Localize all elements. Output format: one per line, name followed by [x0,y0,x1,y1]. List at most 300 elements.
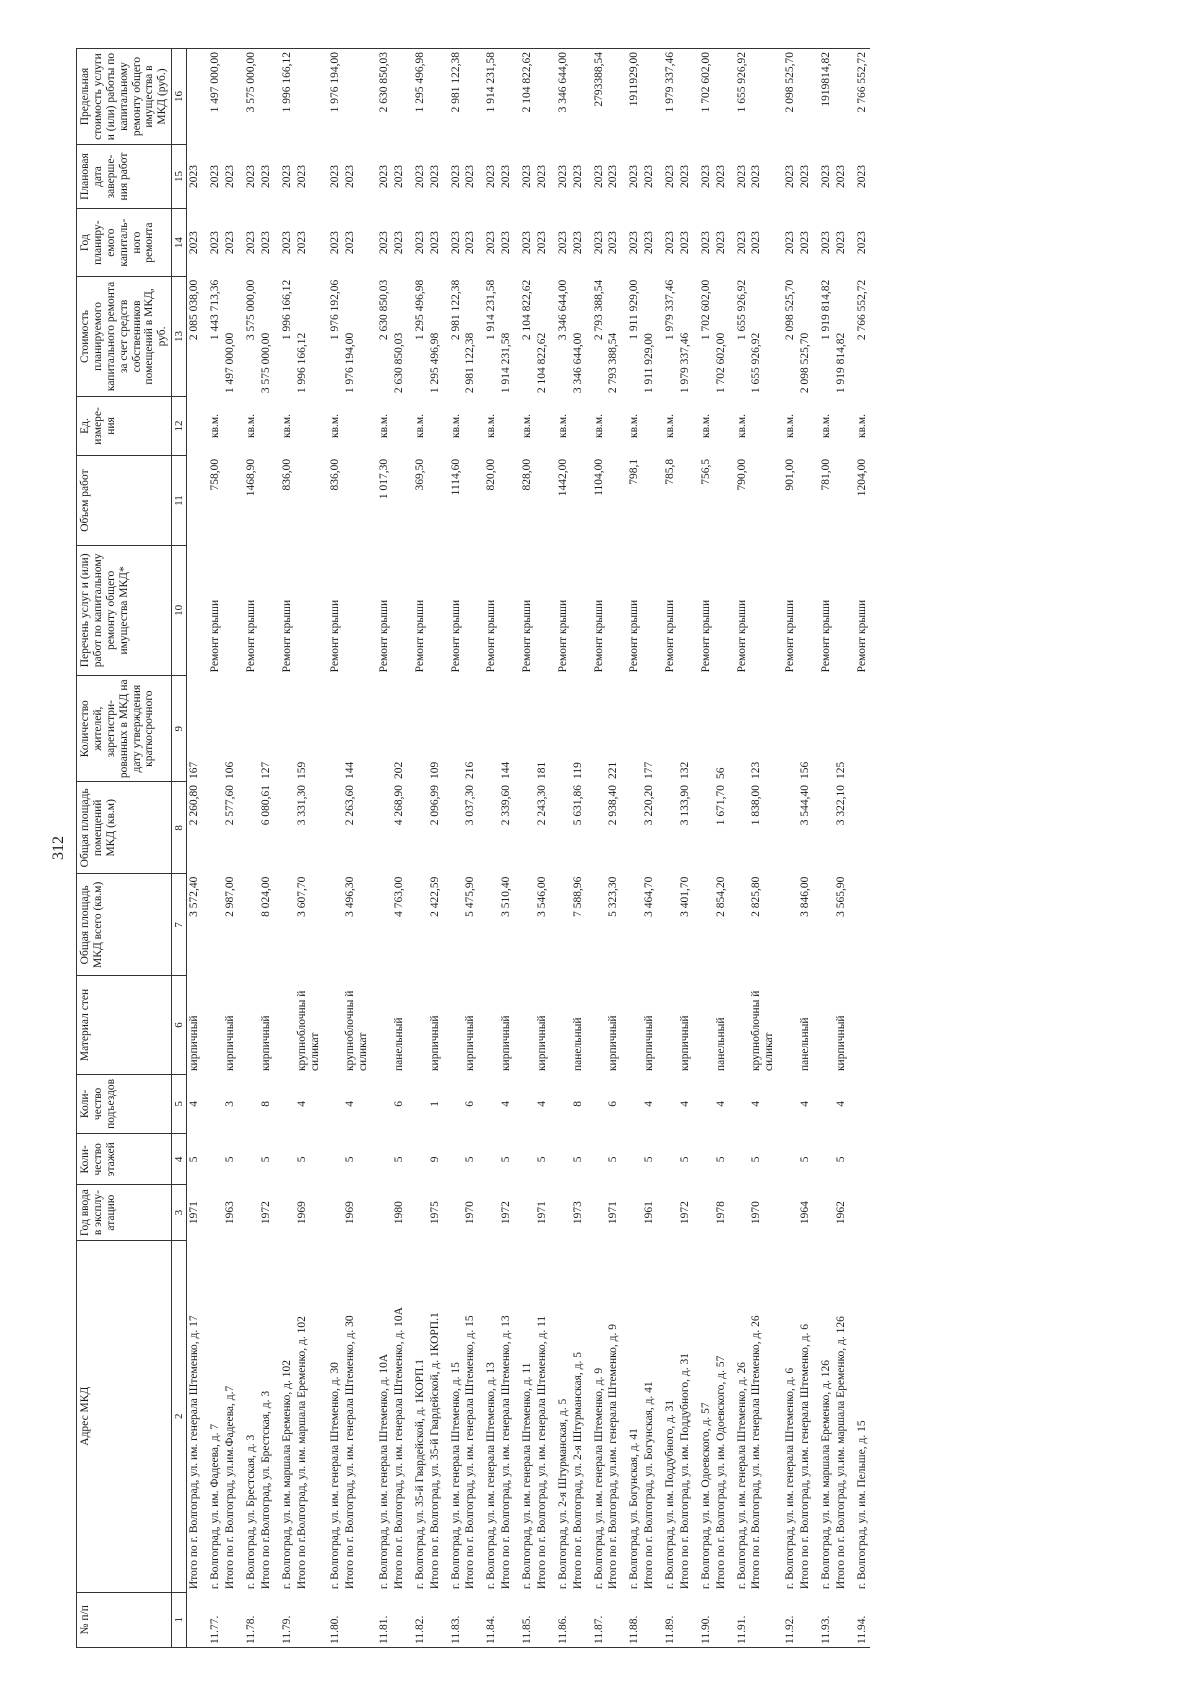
limit-cost: 1 295 496,98 [410,49,428,145]
table-cell [696,874,714,976]
table-cell [589,1134,607,1185]
table-cell: 1961 [643,1201,656,1225]
table-cell [223,49,241,145]
table-cell: 2023 [449,231,462,255]
cost-total: 1 295 496,98 [428,332,441,394]
table-cell: 221 [607,761,620,779]
table-cell [392,456,410,546]
table-cell: панельный [571,1017,584,1072]
table-cell [259,49,277,145]
table-cell: 2023 [571,165,584,189]
table-cell [392,1592,410,1647]
table-cell: 3 510,40 [500,876,513,917]
table-cell [223,396,241,456]
column-header: Год ввода в эксплу-атацию [77,1185,172,1240]
table-cell: 7 588,96 [571,876,584,917]
table-cell: панельный [392,1017,405,1072]
work-type: Ремонт крыши [449,599,462,673]
total-row [187,49,205,1648]
cost: 2 098 525,70 [784,279,797,341]
table-cell: 2023 [819,231,832,255]
table-cell: 6 [464,1101,477,1107]
table-cell: 3 464,70 [643,876,656,917]
address: г. Волгоград, ул. им. Поддубного, д. 31 [664,1399,677,1590]
table-cell [277,976,295,1074]
table-cell: 2023 [664,165,677,189]
column-header: Количество жителей, зарегистри-рованных в МКД на дату утверждения краткосрочного [77,675,172,782]
table-cell [732,874,750,976]
table-cell [325,874,343,976]
table-cell: 3 846,00 [799,876,812,917]
total-row [678,49,696,1648]
table-cell [295,396,326,456]
table-cell: кирпичный [535,1015,548,1072]
table-cell [798,545,816,675]
table-cell: 125 [834,761,847,779]
table-cell [660,976,678,1074]
table-cell: 167 [188,761,201,779]
table-cell: кирпичный [428,1015,441,1072]
table-row [325,49,343,1648]
table-cell [732,1074,750,1134]
table-cell [589,675,607,782]
table-cell [624,782,642,874]
work-volume: 369,50 [413,458,426,491]
table-cell: 177 [643,761,656,779]
cost-total: 1 911 929,00 [643,333,656,394]
table-cell: 2023 [750,165,763,189]
cost: 3 575 000,00 [245,279,258,341]
row-number: 11.93. [816,1592,834,1647]
work-type: Ремонт крыши [485,599,498,673]
work-type: Ремонт крыши [735,599,748,673]
total-address: Итого по г. Волгоград, ул. им. Поддубного, д. 31 [678,1353,691,1590]
table-row [410,49,428,1648]
column-number: 8 [172,782,187,874]
work-volume: 790,00 [735,458,748,491]
table-cell [205,874,223,976]
table-cell [535,456,553,546]
limit-cost: 2 981 122,38 [446,49,464,145]
limit-cost: 2 630 850,03 [374,49,392,145]
table-cell: 2023 [188,231,201,255]
column-number: 16 [172,49,187,145]
table-cell [205,675,223,782]
table-cell: 2023 [344,165,357,189]
table-cell [678,49,696,145]
table-cell [410,1185,428,1240]
total-row [535,49,553,1648]
table-cell: 2023 [678,165,691,189]
work-type: Ремонт крыши [592,599,605,673]
table-cell: 5 [571,1156,584,1163]
column-number-row [172,49,187,1648]
cost: 1 996 166,12 [280,279,293,341]
table-cell: 2 422,59 [428,876,441,917]
table-cell: 5 475,90 [464,876,477,917]
table-cell: 1971 [535,1201,548,1225]
table-cell [696,675,714,782]
table-cell: 2023 [428,165,441,189]
column-number: 13 [172,277,187,396]
column-number: 11 [172,456,187,546]
header-row [77,49,172,1648]
table-cell: 1972 [259,1201,272,1225]
column-number: 2 [172,1240,187,1592]
work-volume: 836,00 [329,458,342,491]
table-cell: 4 [678,1101,691,1107]
cost: 3 346 644,00 [556,279,569,341]
total-address: Итого по г. Волгоград, ул.им. генерала Штеменко, д. 6 [799,1324,812,1590]
table-cell [553,1074,571,1134]
work-volume: 756,5 [699,458,712,485]
table-cell [241,976,259,1074]
table-cell: кирпичный [834,1015,847,1072]
table-cell [259,1592,277,1647]
work-volume: 1442,00 [556,458,569,497]
table-cell [642,396,660,456]
table-cell: 3 544,40 [799,784,812,826]
table-cell [259,456,277,546]
unit: кв.м. [329,413,342,438]
table-cell: 106 [224,761,237,779]
table-cell: 1971 [188,1201,201,1225]
cost-total: 2 793 388,54 [607,332,620,394]
table-cell [374,1074,392,1134]
cost-total: 1 914 231,58 [500,332,513,394]
table-cell: 56 [714,767,727,779]
table-cell [392,545,410,675]
table-cell: 2023 [855,165,868,189]
table-cell: 1975 [428,1201,441,1225]
table-cell: 2023 [607,165,620,189]
total-row [714,49,732,1648]
table-cell [553,874,571,976]
table-cell [205,1134,223,1185]
address: г. Волгоград, ул. им. Одоевского, д. 57 [699,1402,712,1590]
cost: 2 766 552,72 [855,279,868,341]
limit-cost: 2793388,54 [589,49,607,145]
total-row [259,49,277,1648]
table-cell [295,1592,326,1647]
table-cell: 2023 [699,231,712,255]
cost: 2 104 822,62 [521,279,534,341]
table-cell [428,1592,446,1647]
cost-total: 2 104 822,62 [535,332,548,394]
table-cell [696,1134,714,1185]
table-cell: 1980 [392,1201,405,1225]
table-cell [816,1134,834,1185]
work-type: Ремонт крыши [784,599,797,673]
column-header: Коли-чество этажей [77,1134,172,1185]
table-cell: 3 331,30 [295,784,308,826]
table-cell: 2023 [500,231,513,255]
table-cell: 1 838,00 [750,784,763,826]
table-cell [428,49,446,145]
repair-program-table [76,48,870,1648]
table-cell [732,782,750,874]
table-cell [714,396,732,456]
table-cell [277,675,295,782]
table-cell [259,545,277,675]
table-cell: 2023 [643,231,656,255]
table-cell: 4 763,00 [392,876,405,917]
table-cell: 5 [678,1156,691,1163]
table-cell [428,456,446,546]
table-cell: 2023 [521,165,534,189]
total-row [428,49,446,1648]
table-cell: 2023 [714,231,727,255]
table-row [816,49,834,1648]
row-number: 11.88. [624,1592,642,1647]
table-cell [816,976,834,1074]
table-cell [481,675,499,782]
table-cell [696,1074,714,1134]
table-cell [325,782,343,874]
unit: кв.м. [280,413,293,438]
total-address: Итого по г. Волгоград, ул. им. генерала Штеменко, д. 11 [535,1315,548,1590]
table-cell: 5 [535,1156,548,1163]
cost: 1 914 231,58 [485,279,498,341]
table-row [852,49,870,1648]
table-cell: 2023 [378,165,391,189]
column-number: 15 [172,145,187,209]
limit-cost: 1 655 926,92 [732,49,750,145]
total-row [749,49,780,1648]
table-cell [571,456,589,546]
table-cell: кирпичный [643,1015,656,1072]
table-cell: 2 825,80 [750,876,763,917]
table-cell: 8 [259,1101,272,1107]
table-cell: 1963 [224,1201,237,1225]
table-cell: 2023 [449,165,462,189]
table-cell [446,675,464,782]
table-cell [589,976,607,1074]
table-row [780,49,798,1648]
table-cell [816,675,834,782]
row-number: 11.94. [852,1592,870,1647]
table-cell: 4 [834,1101,847,1107]
column-number: 6 [172,976,187,1074]
table-cell: 2023 [799,231,812,255]
table-cell [517,976,535,1074]
work-type: Ремонт крыши [245,599,258,673]
table-cell: 2 987,00 [224,876,237,917]
table-cell: 181 [535,761,548,779]
table-cell: 2 096,99 [428,784,441,826]
limit-cost: 1919814,82 [816,49,834,145]
table-row [660,49,678,1648]
column-number: 3 [172,1185,187,1240]
cost-total: 3 575 000,00 [259,332,272,394]
table-cell [816,874,834,976]
unit: кв.м. [855,413,868,438]
table-cell [535,396,553,456]
table-cell: 2023 [259,231,272,255]
table-cell [571,49,589,145]
limit-cost: 3 575 000,00 [241,49,259,145]
table-cell [446,1134,464,1185]
work-volume: 828,00 [521,458,534,491]
row-number: 11.92. [780,1592,798,1647]
table-cell: 2023 [224,231,237,255]
table-cell: 2 243,30 [535,784,548,826]
address: г. Волгоград, ул. им. маршала Еременко, д. 126 [819,1360,832,1590]
work-volume: 785,8 [664,458,677,485]
column-number: 9 [172,675,187,782]
table-cell: 2023 [799,165,812,189]
table-cell [749,545,780,675]
total-address: Итого по г. Волгоград, ул. 2-я Штурманская, д. 5 [571,1352,584,1590]
table-cell: 2023 [392,165,405,189]
table-cell: 5 [392,1156,405,1163]
table-cell [780,976,798,1074]
table-cell [535,49,553,145]
table-cell [481,1134,499,1185]
column-number: 7 [172,874,187,976]
table-cell [481,1185,499,1240]
cost-total: 1 979 337,46 [678,332,691,394]
column-header: Плановая дата заверше-ния работ [77,145,172,209]
column-number: 1 [172,1592,187,1647]
unit: кв.м. [378,413,391,438]
unit: кв.м. [449,413,462,438]
table-cell [259,396,277,456]
table-cell [187,456,205,546]
cost-total: 1 996 166,12 [295,332,308,394]
row-number: 11.86. [553,1592,571,1647]
table-cell: 2023 [295,165,308,189]
table-cell [749,456,780,546]
table-cell: 4 [799,1101,812,1107]
table-cell [660,675,678,782]
table-cell [816,782,834,874]
table-cell [589,1185,607,1240]
table-cell: 5 [607,1156,620,1163]
table-cell [446,976,464,1074]
table-cell: 5 [295,1156,308,1163]
column-header: Ед. измере-ния [77,396,172,456]
table-cell: 6 [607,1101,620,1107]
table-cell: 2 938,40 [607,784,620,826]
work-volume: 781,00 [819,458,832,491]
table-cell [392,49,410,145]
address: г. Волгоград, ул. Богунская, д. 41 [628,1428,641,1590]
row-number: 11.79. [277,1592,295,1647]
work-type: Ремонт крыши [329,599,342,673]
table-cell: 144 [500,761,513,779]
limit-cost: 1 979 337,46 [660,49,678,145]
table-cell: 123 [750,761,763,779]
table-cell: 2023 [664,231,677,255]
table-cell: 2023 [784,231,797,255]
table-cell [223,1592,241,1647]
column-number: 12 [172,396,187,456]
table-cell: 2023 [607,231,620,255]
table-cell: 4 [643,1101,656,1107]
table-cell [798,1592,816,1647]
table-cell: 156 [799,761,812,779]
table-cell: кирпичный [188,1015,201,1072]
table-row [481,49,499,1648]
table-cell: 2023 [329,231,342,255]
table-cell: 5 [344,1156,357,1163]
table-cell [277,782,295,874]
address: г. Волгоград, ул. им. генерала Штеменко, д. 10А [378,1353,391,1590]
limit-cost: 1 976 194,00 [325,49,343,145]
table-cell [374,782,392,874]
table-cell: панельный [799,1017,812,1072]
table-cell: крупноблочны й силикат [295,990,321,1072]
address: г. Волгоград, ул. 2-я Штурманская, д. 5 [556,1398,569,1590]
table-cell [749,1592,780,1647]
table-cell: 2023 [464,231,477,255]
total-address: Итого по г. Волгоград, ул. им. генерала Штеменко, д. 30 [344,1315,357,1590]
table-cell: 2023 [209,231,222,255]
table-cell: 1970 [464,1201,477,1225]
table-cell [410,1074,428,1134]
table-cell [660,1134,678,1185]
table-cell: 5 [464,1156,477,1163]
cost-total: 2 098 525,70 [799,332,812,394]
table-cell: 2023 [784,165,797,189]
table-cell: 1972 [678,1201,691,1225]
table-cell: 5 631,86 [571,784,584,826]
table-cell [606,1592,624,1647]
table-cell [852,1074,870,1134]
table-cell [187,545,205,675]
table-cell: 3 401,70 [678,876,691,917]
table-cell [780,1074,798,1134]
table-cell: 2 260,80 [188,784,201,826]
table-cell: 2023 [485,231,498,255]
table-cell: 2023 [329,165,342,189]
table-cell: 2023 [245,165,258,189]
cost-total: 1 702 602,00 [714,332,727,394]
table-cell [535,545,553,675]
table-cell [660,782,678,874]
table-cell [517,1134,535,1185]
table-cell [780,1185,798,1240]
table-cell: кирпичный [464,1015,477,1072]
table-cell [816,1074,834,1134]
column-header: Год планиру-емого капиталь-ного ремонта [77,209,172,277]
table-cell [277,1185,295,1240]
table-cell [343,545,374,675]
table-cell [589,1074,607,1134]
table-cell [343,1592,374,1647]
table-cell: 2 854,20 [714,876,727,917]
table-cell [241,874,259,976]
table-cell [499,396,517,456]
table-cell: 2023 [295,231,308,255]
table-cell [325,1134,343,1185]
table-cell [624,1185,642,1240]
cost: 1 976 192,06 [329,279,342,341]
total-address: Итого по г. Волгоград, ул. Богунская, д. 41 [643,1381,656,1590]
cost: 2 793 388,54 [592,279,605,341]
total-address: Итого по г. Волгоград, ул. 35-й Гвардейской, д. 1КОРП.1 [428,1312,441,1590]
row-number: 11.82. [410,1592,428,1647]
table-row [205,49,223,1648]
table-cell [732,1185,750,1240]
table-cell [553,675,571,782]
table-cell [780,1134,798,1185]
unit: кв.м. [735,413,748,438]
table-cell: 1 671,70 [714,784,727,826]
table-cell: 5 [714,1156,727,1163]
table-cell: 2023 [628,231,641,255]
